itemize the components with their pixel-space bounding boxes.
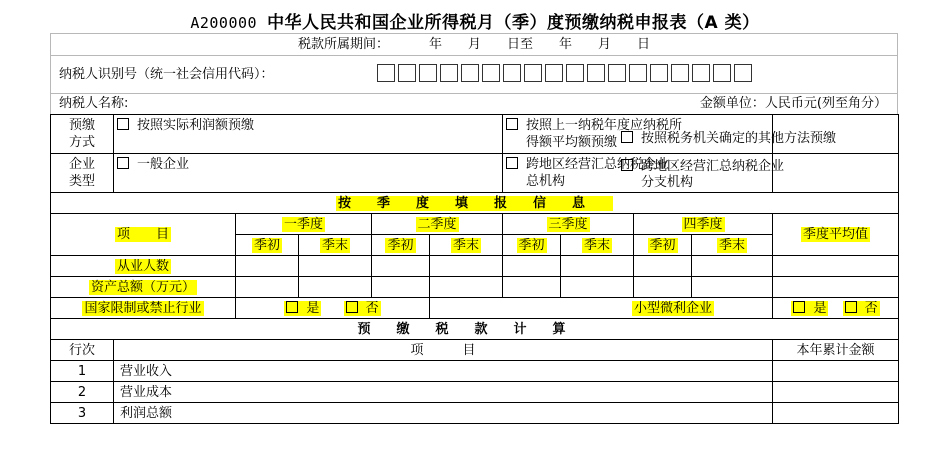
- enterprise-option-branch[interactable]: 跨地区经营汇总纳税企业 分支机构: [621, 159, 784, 191]
- id-digit-box[interactable]: [377, 64, 395, 82]
- restricted-industry-label-cell: 国家限制或禁止行业: [51, 298, 236, 319]
- quarter-1-header: 一季度: [236, 214, 372, 235]
- tax-period-text: 年 月 日至 年 月 日: [429, 37, 651, 52]
- checkbox-icon[interactable]: [117, 157, 129, 169]
- input-cell[interactable]: [692, 256, 773, 277]
- small-micro-options[interactable]: [773, 298, 899, 319]
- input-cell[interactable]: [773, 277, 899, 298]
- id-digit-box[interactable]: [398, 64, 416, 82]
- q4-end-header: 季末: [692, 235, 773, 256]
- input-cell[interactable]: [503, 277, 561, 298]
- prepay-method-label: 预缴 方式: [51, 115, 114, 154]
- no-label: 否: [864, 300, 878, 316]
- calc-row: [51, 382, 899, 403]
- quarter-3-header: 三季度: [503, 214, 634, 235]
- checkbox-icon[interactable]: [346, 301, 358, 313]
- quarter-2-header: 二季度: [372, 214, 503, 235]
- taxpayer-id-label: 纳税人识别号（统一社会信用代码）：: [59, 67, 274, 82]
- prepay-option-last-year-average[interactable]: 按照上一纳税年度应纳税所 得额平均额预缴: [503, 115, 773, 154]
- calc-header-row: [51, 340, 899, 361]
- tax-period-row: [50, 33, 898, 55]
- id-digit-box[interactable]: [482, 64, 500, 82]
- restricted-industry-options[interactable]: [236, 298, 430, 319]
- assets-row: [51, 277, 899, 298]
- calc-item: 营业收入: [114, 361, 773, 382]
- enterprise-option-branch-spacer: [773, 154, 899, 193]
- calc-section-title: 预缴税款计算: [357, 321, 592, 337]
- checkbox-icon[interactable]: [506, 157, 518, 169]
- line-no: 2: [51, 382, 114, 403]
- id-digit-box[interactable]: [608, 64, 626, 82]
- yes-label: 是: [306, 300, 320, 316]
- input-cell[interactable]: [561, 277, 634, 298]
- amount-input[interactable]: [773, 403, 899, 424]
- assets-label-cell: 资产总额（万元）: [51, 277, 236, 298]
- checkbox-icon[interactable]: [793, 301, 805, 313]
- input-cell[interactable]: [430, 256, 503, 277]
- q2-end-header: 季末: [430, 235, 503, 256]
- quarterly-section-header: [51, 193, 899, 214]
- calc-item: 营业成本: [114, 382, 773, 403]
- prepay-option-other-method-text[interactable]: 按照税务机关确定的其他方法预缴: [621, 127, 836, 146]
- calc-section-header: [51, 319, 899, 340]
- form-code: A200000: [190, 14, 258, 32]
- id-digit-box[interactable]: [650, 64, 668, 82]
- annual-amount-header: 本年累计金额: [773, 340, 899, 361]
- input-cell[interactable]: [372, 277, 430, 298]
- id-digit-box[interactable]: [692, 64, 710, 82]
- input-cell[interactable]: [299, 256, 372, 277]
- input-cell[interactable]: [430, 277, 503, 298]
- yes-label: 是: [813, 300, 827, 316]
- checkbox-icon[interactable]: [286, 301, 298, 313]
- input-cell[interactable]: [634, 277, 692, 298]
- taxpayer-id-row: [50, 55, 898, 93]
- id-digit-box[interactable]: [734, 64, 752, 82]
- form-title: 中华人民共和国企业所得税月（季）度预缴纳税申报表（A 类）: [267, 13, 760, 33]
- input-cell[interactable]: [299, 277, 372, 298]
- line-no-header: 行次: [51, 340, 114, 361]
- input-cell[interactable]: [692, 277, 773, 298]
- calc-item-header: 项 目: [114, 340, 773, 361]
- id-digit-box[interactable]: [440, 64, 458, 82]
- amount-unit: 金额单位：人民币元(列至角分）: [699, 96, 887, 111]
- id-digit-box[interactable]: [713, 64, 731, 82]
- taxpayer-name-label: 纳税人名称:: [59, 96, 129, 111]
- q1-end-header: 季末: [299, 235, 372, 256]
- quarterly-section-title: 按季度填报信息: [338, 195, 612, 211]
- input-cell[interactable]: [372, 256, 430, 277]
- id-digit-box[interactable]: [524, 64, 542, 82]
- taxpayer-id-boxes[interactable]: [377, 64, 752, 82]
- restricted-industry-row: [51, 298, 899, 319]
- id-digit-box[interactable]: [503, 64, 521, 82]
- q1-start-header: 季初: [236, 235, 299, 256]
- id-digit-box[interactable]: [461, 64, 479, 82]
- prepay-option-actual-profit[interactable]: 按照实际利润额预缴: [114, 115, 503, 154]
- amount-input[interactable]: [773, 361, 899, 382]
- small-micro-label-cell: 小型微利企业: [430, 298, 773, 319]
- q3-start-header: 季初: [503, 235, 561, 256]
- calc-item: 利润总额: [114, 403, 773, 424]
- item-header: 项 目: [116, 227, 169, 242]
- input-cell[interactable]: [634, 256, 692, 277]
- input-cell[interactable]: [236, 256, 299, 277]
- id-digit-box[interactable]: [629, 64, 647, 82]
- input-cell[interactable]: [561, 256, 634, 277]
- form-title-bar: [0, 8, 950, 33]
- quarter-average-header: 季度平均值: [773, 214, 899, 256]
- checkbox-icon[interactable]: [506, 118, 518, 130]
- id-digit-box[interactable]: [419, 64, 437, 82]
- enterprise-option-general[interactable]: 一般企业: [114, 154, 503, 193]
- input-cell[interactable]: [236, 277, 299, 298]
- checkbox-icon[interactable]: [845, 301, 857, 313]
- quarter-4-header: 四季度: [634, 214, 773, 235]
- q3-end-header: 季末: [561, 235, 634, 256]
- id-digit-box[interactable]: [566, 64, 584, 82]
- employees-label-cell: 从业人数: [51, 256, 236, 277]
- id-digit-box[interactable]: [587, 64, 605, 82]
- employees-row: [51, 256, 899, 277]
- calc-row: [51, 361, 899, 382]
- calc-row: [51, 403, 899, 424]
- no-label: 否: [365, 300, 379, 316]
- checkbox-icon[interactable]: [117, 118, 129, 130]
- enterprise-option-head-office[interactable]: 跨地区经营汇总纳税企业 总机构: [503, 154, 773, 193]
- input-cell[interactable]: [773, 256, 899, 277]
- checkbox-icon[interactable]: [621, 131, 633, 143]
- line-no: 1: [51, 361, 114, 382]
- tax-period-label: 税款所属期间：: [297, 37, 389, 52]
- checkbox-icon[interactable]: [621, 159, 633, 171]
- amount-input[interactable]: [773, 382, 899, 403]
- q4-start-header: 季初: [634, 235, 692, 256]
- q2-start-header: 季初: [372, 235, 430, 256]
- line-no: 3: [51, 403, 114, 424]
- input-cell[interactable]: [503, 256, 561, 277]
- id-digit-box[interactable]: [671, 64, 689, 82]
- enterprise-type-label: 企业 类型: [51, 154, 114, 193]
- item-header-cell: [51, 214, 236, 256]
- taxpayer-name-row: [50, 93, 898, 114]
- quarter-header-row: [51, 214, 899, 235]
- id-digit-box[interactable]: [545, 64, 563, 82]
